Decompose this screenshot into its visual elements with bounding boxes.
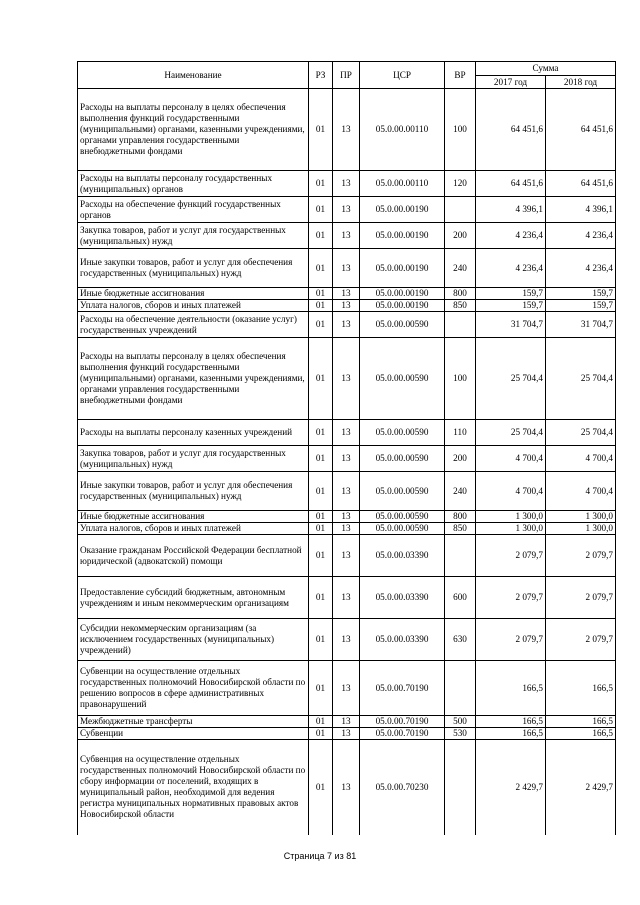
row-vr: 850 bbox=[445, 523, 476, 535]
row-sum-2018: 1 300,0 bbox=[546, 523, 616, 535]
row-csr: 05.0.00.00190 bbox=[360, 249, 445, 288]
row-vr: 120 bbox=[445, 171, 476, 197]
row-pr: 13 bbox=[333, 288, 360, 300]
row-pr: 13 bbox=[333, 312, 360, 338]
row-csr: 05.0.00.00190 bbox=[360, 197, 445, 223]
row-pr: 13 bbox=[333, 197, 360, 223]
row-sum-2017: 64 451,6 bbox=[476, 89, 546, 171]
row-sum-2018: 4 700,4 bbox=[546, 472, 616, 511]
row-vr: 110 bbox=[445, 420, 476, 446]
row-sum-2017: 25 704,4 bbox=[476, 338, 546, 420]
row-name: Иные бюджетные ассигнования bbox=[78, 288, 309, 300]
row-sum-2018: 4 396,1 bbox=[546, 197, 616, 223]
row-rz: 01 bbox=[309, 716, 333, 728]
row-sum-2017: 166,5 bbox=[476, 728, 546, 740]
row-sum-2018: 2 079,7 bbox=[546, 619, 616, 661]
row-rz: 01 bbox=[309, 89, 333, 171]
row-vr: 240 bbox=[445, 472, 476, 511]
header-name: Наименование bbox=[78, 62, 309, 89]
row-sum-2018: 159,7 bbox=[546, 288, 616, 300]
row-sum-2018: 166,5 bbox=[546, 728, 616, 740]
row-vr: 600 bbox=[445, 577, 476, 619]
row-name: Уплата налогов, сборов и иных платежей bbox=[78, 523, 309, 535]
row-pr: 13 bbox=[333, 535, 360, 577]
row-rz: 01 bbox=[309, 288, 333, 300]
row-name: Закупка товаров, работ и услуг для государственных (муниципальных) нужд bbox=[78, 446, 309, 472]
row-csr: 05.0.00.03390 bbox=[360, 577, 445, 619]
row-rz: 01 bbox=[309, 223, 333, 249]
row-pr: 13 bbox=[333, 472, 360, 511]
row-csr: 05.0.00.00590 bbox=[360, 338, 445, 420]
row-name: Закупка товаров, работ и услуг для государственных (муниципальных) нужд bbox=[78, 223, 309, 249]
row-sum-2017: 31 704,7 bbox=[476, 312, 546, 338]
table-body bbox=[78, 89, 616, 835]
row-vr: 200 bbox=[445, 223, 476, 249]
row-vr bbox=[445, 535, 476, 577]
row-sum-2018: 25 704,4 bbox=[546, 420, 616, 446]
row-name: Уплата налогов, сборов и иных платежей bbox=[78, 300, 309, 312]
row-rz: 01 bbox=[309, 197, 333, 223]
row-name: Расходы на выплаты персоналу государственных (муниципальных) органов bbox=[78, 171, 309, 197]
row-sum-2017: 4 396,1 bbox=[476, 197, 546, 223]
row-name: Расходы на выплаты персоналу в целях обеспечения выполнения функций государственными (муниципальными) органами, казенными учреждениями, органами управления государственными внебюджетными фондами bbox=[78, 338, 309, 420]
row-name: Межбюджетные трансферты bbox=[78, 716, 309, 728]
row-rz: 01 bbox=[309, 420, 333, 446]
row-sum-2018: 2 079,7 bbox=[546, 577, 616, 619]
row-sum-2017: 1 300,0 bbox=[476, 511, 546, 523]
row-csr: 05.0.00.00190 bbox=[360, 288, 445, 300]
row-sum-2017: 4 700,4 bbox=[476, 472, 546, 511]
row-sum-2018: 1 300,0 bbox=[546, 511, 616, 523]
table-row bbox=[78, 446, 616, 472]
table-row bbox=[78, 420, 616, 446]
row-rz: 01 bbox=[309, 300, 333, 312]
row-sum-2017: 2 079,7 bbox=[476, 577, 546, 619]
header-sum: Сумма bbox=[476, 62, 616, 76]
table-row bbox=[78, 89, 616, 171]
row-sum-2017: 4 236,4 bbox=[476, 223, 546, 249]
row-rz: 01 bbox=[309, 338, 333, 420]
row-sum-2018: 166,5 bbox=[546, 716, 616, 728]
row-name: Расходы на выплаты персоналу в целях обеспечения выполнения функций государственными (муниципальными) органами, казенными учреждениями, органами управления государственными внебюджетными фондами bbox=[78, 89, 309, 171]
row-pr: 13 bbox=[333, 523, 360, 535]
table-row bbox=[78, 249, 616, 288]
row-pr: 13 bbox=[333, 728, 360, 740]
row-csr: 05.0.00.70230 bbox=[360, 740, 445, 835]
row-vr: 240 bbox=[445, 249, 476, 288]
row-csr: 05.0.00.00590 bbox=[360, 446, 445, 472]
header-year-2017: 2017 год bbox=[476, 76, 546, 89]
row-sum-2017: 1 300,0 bbox=[476, 523, 546, 535]
table-row bbox=[78, 511, 616, 523]
row-vr: 530 bbox=[445, 728, 476, 740]
header-pr: ПР bbox=[333, 62, 360, 89]
budget-table bbox=[77, 61, 616, 835]
row-pr: 13 bbox=[333, 446, 360, 472]
row-sum-2018: 159,7 bbox=[546, 300, 616, 312]
row-csr: 05.0.00.00110 bbox=[360, 171, 445, 197]
row-sum-2018: 31 704,7 bbox=[546, 312, 616, 338]
row-rz: 01 bbox=[309, 740, 333, 835]
row-vr: 100 bbox=[445, 338, 476, 420]
row-vr: 100 bbox=[445, 89, 476, 171]
row-rz: 01 bbox=[309, 511, 333, 523]
row-vr bbox=[445, 740, 476, 835]
row-name: Расходы на обеспечение функций государственных органов bbox=[78, 197, 309, 223]
row-vr: 630 bbox=[445, 619, 476, 661]
row-name: Субвенция на осуществление отдельных государственных полномочий Новосибирской области по сбору информации от поселений, входящих в муниципальный район, необходимой для ведения регистра муниципальных нормативных правовых актов Новосибирской области bbox=[78, 740, 309, 835]
row-vr bbox=[445, 197, 476, 223]
row-pr: 13 bbox=[333, 89, 360, 171]
row-csr: 05.0.00.70190 bbox=[360, 716, 445, 728]
table-row bbox=[78, 312, 616, 338]
row-vr: 800 bbox=[445, 288, 476, 300]
row-name: Субвенции на осуществление отдельных государственных полномочий Новосибирской области по решению вопросов в сфере административных правонарушений bbox=[78, 661, 309, 716]
table-header bbox=[78, 62, 616, 89]
row-sum-2018: 2 079,7 bbox=[546, 535, 616, 577]
row-pr: 13 bbox=[333, 171, 360, 197]
row-name: Оказание гражданам Российской Федерации бесплатной юридической (адвокатской) помощи bbox=[78, 535, 309, 577]
table-row bbox=[78, 300, 616, 312]
row-csr: 05.0.00.00590 bbox=[360, 511, 445, 523]
row-rz: 01 bbox=[309, 728, 333, 740]
table-row bbox=[78, 523, 616, 535]
row-csr: 05.0.00.00190 bbox=[360, 300, 445, 312]
row-sum-2018: 166,5 bbox=[546, 661, 616, 716]
row-csr: 05.0.00.70190 bbox=[360, 728, 445, 740]
table-row bbox=[78, 338, 616, 420]
row-sum-2018: 64 451,6 bbox=[546, 171, 616, 197]
page-number: Страница 7 из 81 bbox=[283, 851, 357, 861]
table-row bbox=[78, 619, 616, 661]
table-row bbox=[78, 223, 616, 249]
row-rz: 01 bbox=[309, 171, 333, 197]
table-row bbox=[78, 288, 616, 300]
row-pr: 13 bbox=[333, 661, 360, 716]
row-sum-2017: 166,5 bbox=[476, 661, 546, 716]
row-vr bbox=[445, 312, 476, 338]
row-csr: 05.0.00.03390 bbox=[360, 535, 445, 577]
row-rz: 01 bbox=[309, 446, 333, 472]
row-sum-2018: 25 704,4 bbox=[546, 338, 616, 420]
row-sum-2018: 2 429,7 bbox=[546, 740, 616, 835]
row-csr: 05.0.00.00590 bbox=[360, 472, 445, 511]
header-year-2018: 2018 год bbox=[546, 76, 616, 89]
row-name: Расходы на выплаты персоналу казенных учреждений bbox=[78, 420, 309, 446]
row-pr: 13 bbox=[333, 716, 360, 728]
row-pr: 13 bbox=[333, 619, 360, 661]
row-name: Предоставление субсидий бюджетным, автономным учреждениям и иным некоммерческим организациям bbox=[78, 577, 309, 619]
header-vr: ВР bbox=[445, 62, 476, 89]
row-name: Субсидии некоммерческим организациям (за исключением государственных (муниципальных) учреждений) bbox=[78, 619, 309, 661]
row-csr: 05.0.00.00190 bbox=[360, 223, 445, 249]
row-name: Расходы на обеспечение деятельности (оказание услуг) государственных учреждений bbox=[78, 312, 309, 338]
table-row bbox=[78, 728, 616, 740]
row-sum-2017: 64 451,6 bbox=[476, 171, 546, 197]
row-rz: 01 bbox=[309, 661, 333, 716]
header-rz: РЗ bbox=[309, 62, 333, 89]
row-sum-2017: 4 700,4 bbox=[476, 446, 546, 472]
row-rz: 01 bbox=[309, 249, 333, 288]
row-pr: 13 bbox=[333, 420, 360, 446]
row-sum-2017: 4 236,4 bbox=[476, 249, 546, 288]
table-row bbox=[78, 171, 616, 197]
row-sum-2018: 4 236,4 bbox=[546, 249, 616, 288]
row-vr: 800 bbox=[445, 511, 476, 523]
row-pr: 13 bbox=[333, 740, 360, 835]
row-sum-2017: 2 079,7 bbox=[476, 535, 546, 577]
row-csr: 05.0.00.00590 bbox=[360, 420, 445, 446]
row-name: Иные закупки товаров, работ и услуг для обеспечения государственных (муниципальных) нужд bbox=[78, 249, 309, 288]
row-pr: 13 bbox=[333, 511, 360, 523]
row-sum-2017: 2 079,7 bbox=[476, 619, 546, 661]
row-sum-2017: 159,7 bbox=[476, 300, 546, 312]
header-csr: ЦСР bbox=[360, 62, 445, 89]
row-sum-2017: 25 704,4 bbox=[476, 420, 546, 446]
row-vr: 500 bbox=[445, 716, 476, 728]
row-sum-2017: 166,5 bbox=[476, 716, 546, 728]
row-sum-2018: 4 700,4 bbox=[546, 446, 616, 472]
row-pr: 13 bbox=[333, 223, 360, 249]
row-rz: 01 bbox=[309, 619, 333, 661]
row-pr: 13 bbox=[333, 338, 360, 420]
table-row bbox=[78, 716, 616, 728]
row-vr: 200 bbox=[445, 446, 476, 472]
row-vr bbox=[445, 661, 476, 716]
row-rz: 01 bbox=[309, 577, 333, 619]
row-sum-2018: 4 236,4 bbox=[546, 223, 616, 249]
table-row bbox=[78, 740, 616, 835]
row-rz: 01 bbox=[309, 312, 333, 338]
table-row bbox=[78, 197, 616, 223]
row-csr: 05.0.00.00590 bbox=[360, 523, 445, 535]
row-vr: 850 bbox=[445, 300, 476, 312]
row-name: Иные закупки товаров, работ и услуг для обеспечения государственных (муниципальных) нужд bbox=[78, 472, 309, 511]
table-row bbox=[78, 661, 616, 716]
row-name: Иные бюджетные ассигнования bbox=[78, 511, 309, 523]
row-rz: 01 bbox=[309, 472, 333, 511]
table-row bbox=[78, 535, 616, 577]
table-row bbox=[78, 577, 616, 619]
row-csr: 05.0.00.00110 bbox=[360, 89, 445, 171]
row-rz: 01 bbox=[309, 535, 333, 577]
row-name: Субвенции bbox=[78, 728, 309, 740]
row-pr: 13 bbox=[333, 249, 360, 288]
row-sum-2017: 159,7 bbox=[476, 288, 546, 300]
row-pr: 13 bbox=[333, 577, 360, 619]
row-csr: 05.0.00.03390 bbox=[360, 619, 445, 661]
table-row bbox=[78, 472, 616, 511]
row-csr: 05.0.00.70190 bbox=[360, 661, 445, 716]
row-csr: 05.0.00.00590 bbox=[360, 312, 445, 338]
row-rz: 01 bbox=[309, 523, 333, 535]
row-sum-2017: 2 429,7 bbox=[476, 740, 546, 835]
row-pr: 13 bbox=[333, 300, 360, 312]
row-sum-2018: 64 451,6 bbox=[546, 89, 616, 171]
